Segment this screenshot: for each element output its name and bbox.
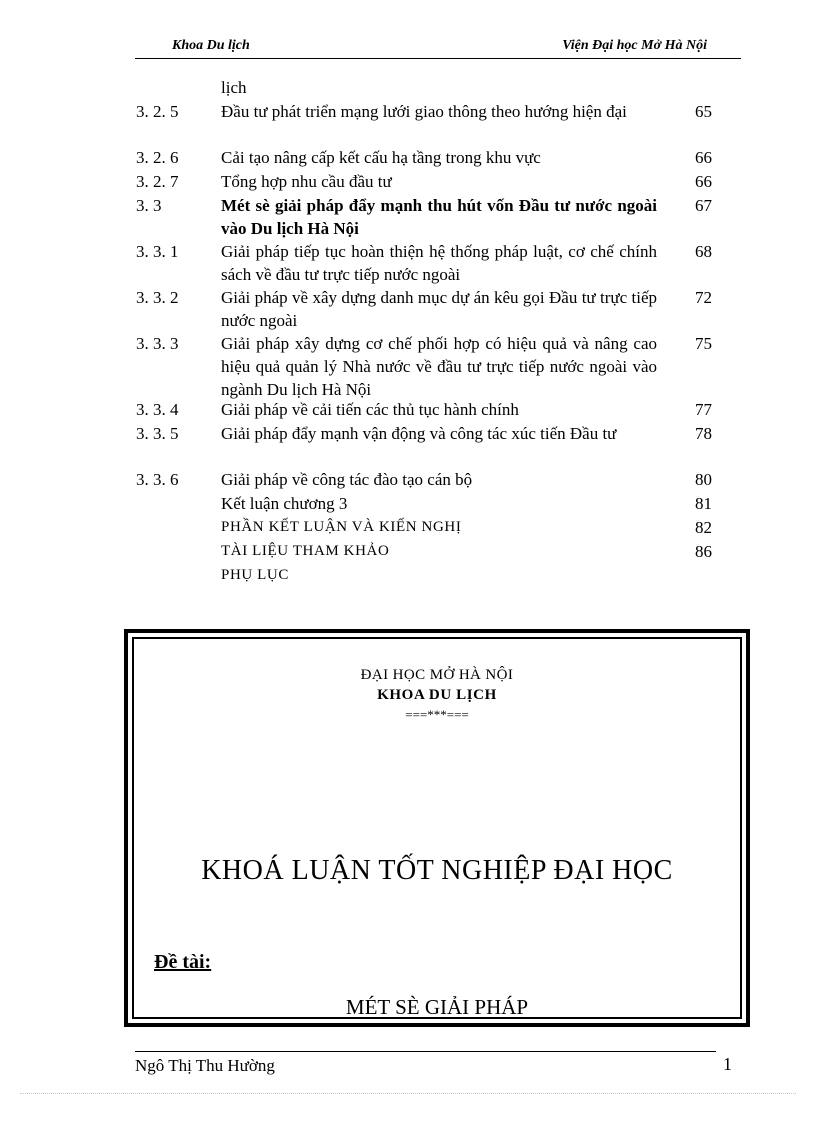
toc-number: 3. 3. 2 <box>136 288 179 307</box>
header-institute: Viện Đại học Mở Hà Nội <box>562 38 707 53</box>
footer-author: Ngô Thị Thu Hường <box>135 1056 275 1075</box>
toc-title: Giải pháp đẩy mạnh vận động và công tác xúc tiến Đầu tư <box>221 424 617 443</box>
toc-title: Kết luận chương 3 <box>221 494 348 513</box>
cover-title: KHOÁ LUẬN TỐT NGHIỆP ĐẠI HỌC <box>201 855 673 886</box>
toc-page: 68 <box>695 242 712 261</box>
toc-title: Mét sè giải pháp đẩy mạnh thu hút vốn Đầu tư nước ngoài vào Du lịch Hà Nội <box>221 196 657 238</box>
cover-faculty: KHOA DU LỊCH <box>377 687 497 703</box>
cover-subtitle: MÉT SÈ GIẢI PHÁP <box>345 995 529 1019</box>
toc-number: 3. 2. 7 <box>136 172 179 191</box>
toc-page: 67 <box>695 196 712 215</box>
header-faculty: Khoa Du lịch <box>172 38 250 53</box>
toc-page: 86 <box>695 542 712 561</box>
toc-number: 3. 3. 4 <box>136 400 179 419</box>
toc-number: 3. 3. 1 <box>136 242 179 261</box>
toc-page: 72 <box>695 288 712 307</box>
cover-decoration: ===***=== <box>405 707 469 722</box>
toc-title: Giải pháp về cải tiến các thủ tục hành chính <box>221 400 519 419</box>
toc-page: 78 <box>695 424 712 443</box>
toc-title: Giải pháp về xây dựng danh mục dự án kêu gọi Đầu tư trực tiếp nước ngoài <box>221 288 657 330</box>
cover-page-frame <box>124 629 750 1027</box>
toc-title: Đầu tư phát triển mạng lưới giao thông theo hướng hiện đại <box>221 102 627 121</box>
toc-page: 75 <box>695 334 712 353</box>
toc-number: 3. 3. 6 <box>136 470 179 489</box>
toc-page: 66 <box>695 172 712 191</box>
toc-title: Giải pháp tiếp tục hoàn thiện hệ thống pháp luật, cơ chế chính sách về đầu tư trực tiếp nước ngoài <box>221 242 657 284</box>
toc-title: Cải tạo nâng cấp kết cấu hạ tầng trong khu vực <box>221 148 541 167</box>
footer-divider <box>135 1051 716 1052</box>
footer-page-number: 1 <box>723 1054 732 1074</box>
toc-title: Giải pháp về công tác đào tạo cán bộ <box>221 470 473 489</box>
toc-title: lịch <box>221 78 247 97</box>
cover-inner-frame <box>132 637 742 1019</box>
toc-title: Tổng hợp nhu cầu đầu tư <box>221 172 392 191</box>
page-bottom-dotted-divider <box>20 1093 796 1094</box>
page-header <box>135 38 741 59</box>
toc-page: 65 <box>695 102 712 121</box>
toc-number: 3. 3. 5 <box>136 424 179 443</box>
toc-number: 3. 3. 3 <box>136 334 179 353</box>
toc-page: 66 <box>695 148 712 167</box>
toc-page: 77 <box>695 400 712 419</box>
toc-title: PHỤ LỤC <box>221 567 289 583</box>
toc-title: Giải pháp xây dựng cơ chế phối hợp có hiệu quả và nâng cao hiệu quả quản lý Nhà nước về đầu tư trực tiếp nước ngoài vào ngành Du lịch Hà Nội <box>221 334 657 399</box>
toc-number: 3. 3 <box>136 196 162 215</box>
cover-institution: ĐẠI HỌC MỞ HÀ NỘI <box>360 667 514 683</box>
toc-title: PHẦN KẾT LUẬN VÀ KIẾN NGHỊ <box>221 519 462 535</box>
toc-number: 3. 2. 5 <box>136 102 179 121</box>
cover-topic-label: Đề tài: <box>154 951 212 973</box>
toc-number: 3. 2. 6 <box>136 148 179 167</box>
toc-page: 81 <box>695 494 712 513</box>
toc-page: 80 <box>695 470 712 489</box>
toc-page: 82 <box>695 518 712 537</box>
toc-title: TÀI LIỆU THAM KHẢO <box>221 543 390 559</box>
